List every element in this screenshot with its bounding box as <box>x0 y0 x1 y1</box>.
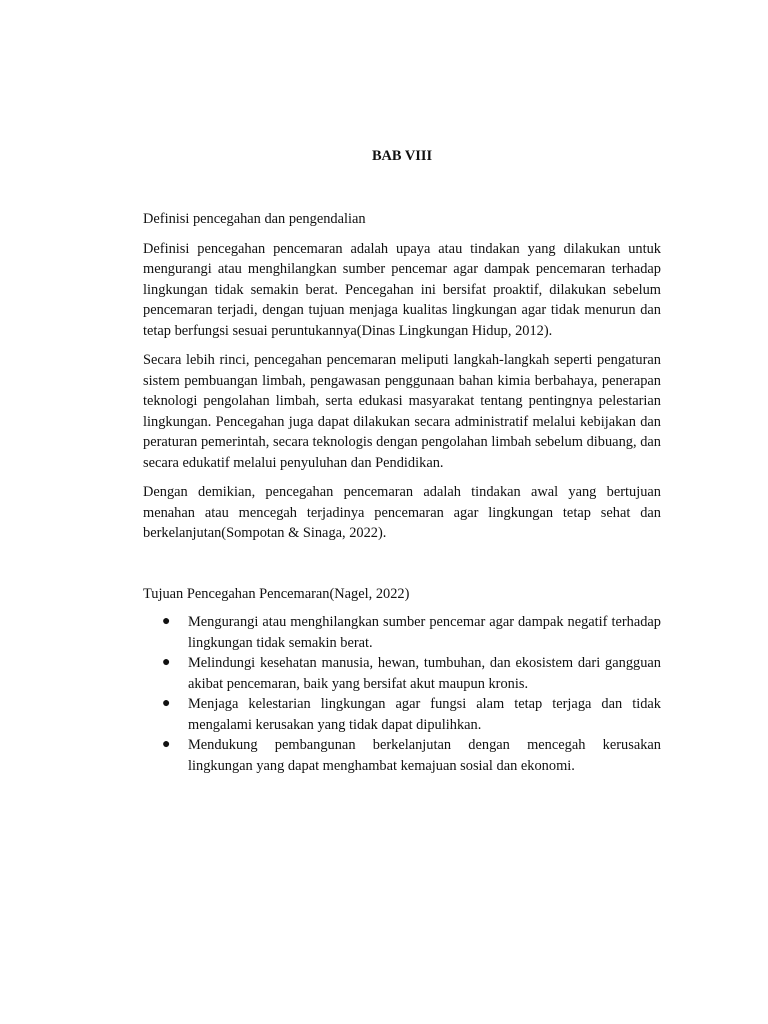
list-item-text: Mendukung pembangunan berkelanjutan dengan mencegah kerusakan lingkungan yang dapat menghambat kemajuan sosial dan ekonomi. <box>188 737 661 774</box>
bullet-icon: ● <box>162 614 171 629</box>
section-heading-goals: Tujuan Pencegahan Pencemaran(Nagel, 2022) <box>143 585 410 602</box>
paragraph-details: Secara lebih rinci, pencegahan pencemaran meliputi langkah-langkah seperti pengaturan sistem pembuangan limbah, pengawasan penggunaan bahan kimia berbahaya, penerapan teknologi pengolahan limbah, serta edukasi masyarakat tentang pentingnya pelestarian lingkungan. Pencegahan juga dapat dilakukan secara administratif melalui kebijakan dan peraturan pemerintah, secara teknologis dengan pengolahan limbah sebelum dibuang, dan secara edukatif melalui penyuluhan dan Pendidikan. <box>143 352 661 471</box>
list-item-text: Mengurangi atau menghilangkan sumber pencemar agar dampak negatif terhadap lingkungan tidak semakin berat. <box>188 614 661 651</box>
list-item <box>143 653 661 694</box>
bullet-icon: ● <box>162 737 171 752</box>
paragraph-definition: Definisi pencegahan pencemaran adalah upaya atau tindakan yang dilakukan untuk mengurangi atau menghilangkan sumber pencemar agar dampak pencemaran terhadap lingkungan tidak semakin berat. Pencegahan ini bersifat proaktif, dilakukan sebelum pencemaran terjadi, dengan tujuan menjaga kualitas lingkungan agar tidak menurun dan tetap berfungsi sesuai peruntukannya(Dinas Lingkungan Hidup, 2012). <box>143 240 661 339</box>
chapter-title: BAB VIII <box>371 148 433 164</box>
section-heading-definition: Definisi pencegahan dan pengendalian <box>143 211 366 227</box>
paragraph-conclusion: Dengan demikian, pencegahan pencemaran adalah tindakan awal yang bertujuan menahan atau mencegah terjadinya pencemaran agar lingkungan tetap sehat dan berkelanjutan(Sompotan & Sinaga, 2022). <box>143 484 661 541</box>
list-item <box>143 612 661 653</box>
document-body <box>143 146 661 776</box>
list-item-text: Melindungi kesehatan manusia, hewan, tumbuhan, dan ekosistem dari gangguan akibat pencemaran, baik yang bersifat akut maupun kronis. <box>188 655 661 692</box>
list-item <box>143 694 661 735</box>
goals-list <box>143 612 661 776</box>
bullet-icon: ● <box>162 696 171 711</box>
list-item-text: Menjaga kelestarian lingkungan agar fungsi alam tetap terjaga dan tidak mengalami kerusakan yang tidak dapat dipulihkan. <box>188 696 661 733</box>
bullet-icon: ● <box>162 655 171 670</box>
list-item <box>143 735 661 776</box>
